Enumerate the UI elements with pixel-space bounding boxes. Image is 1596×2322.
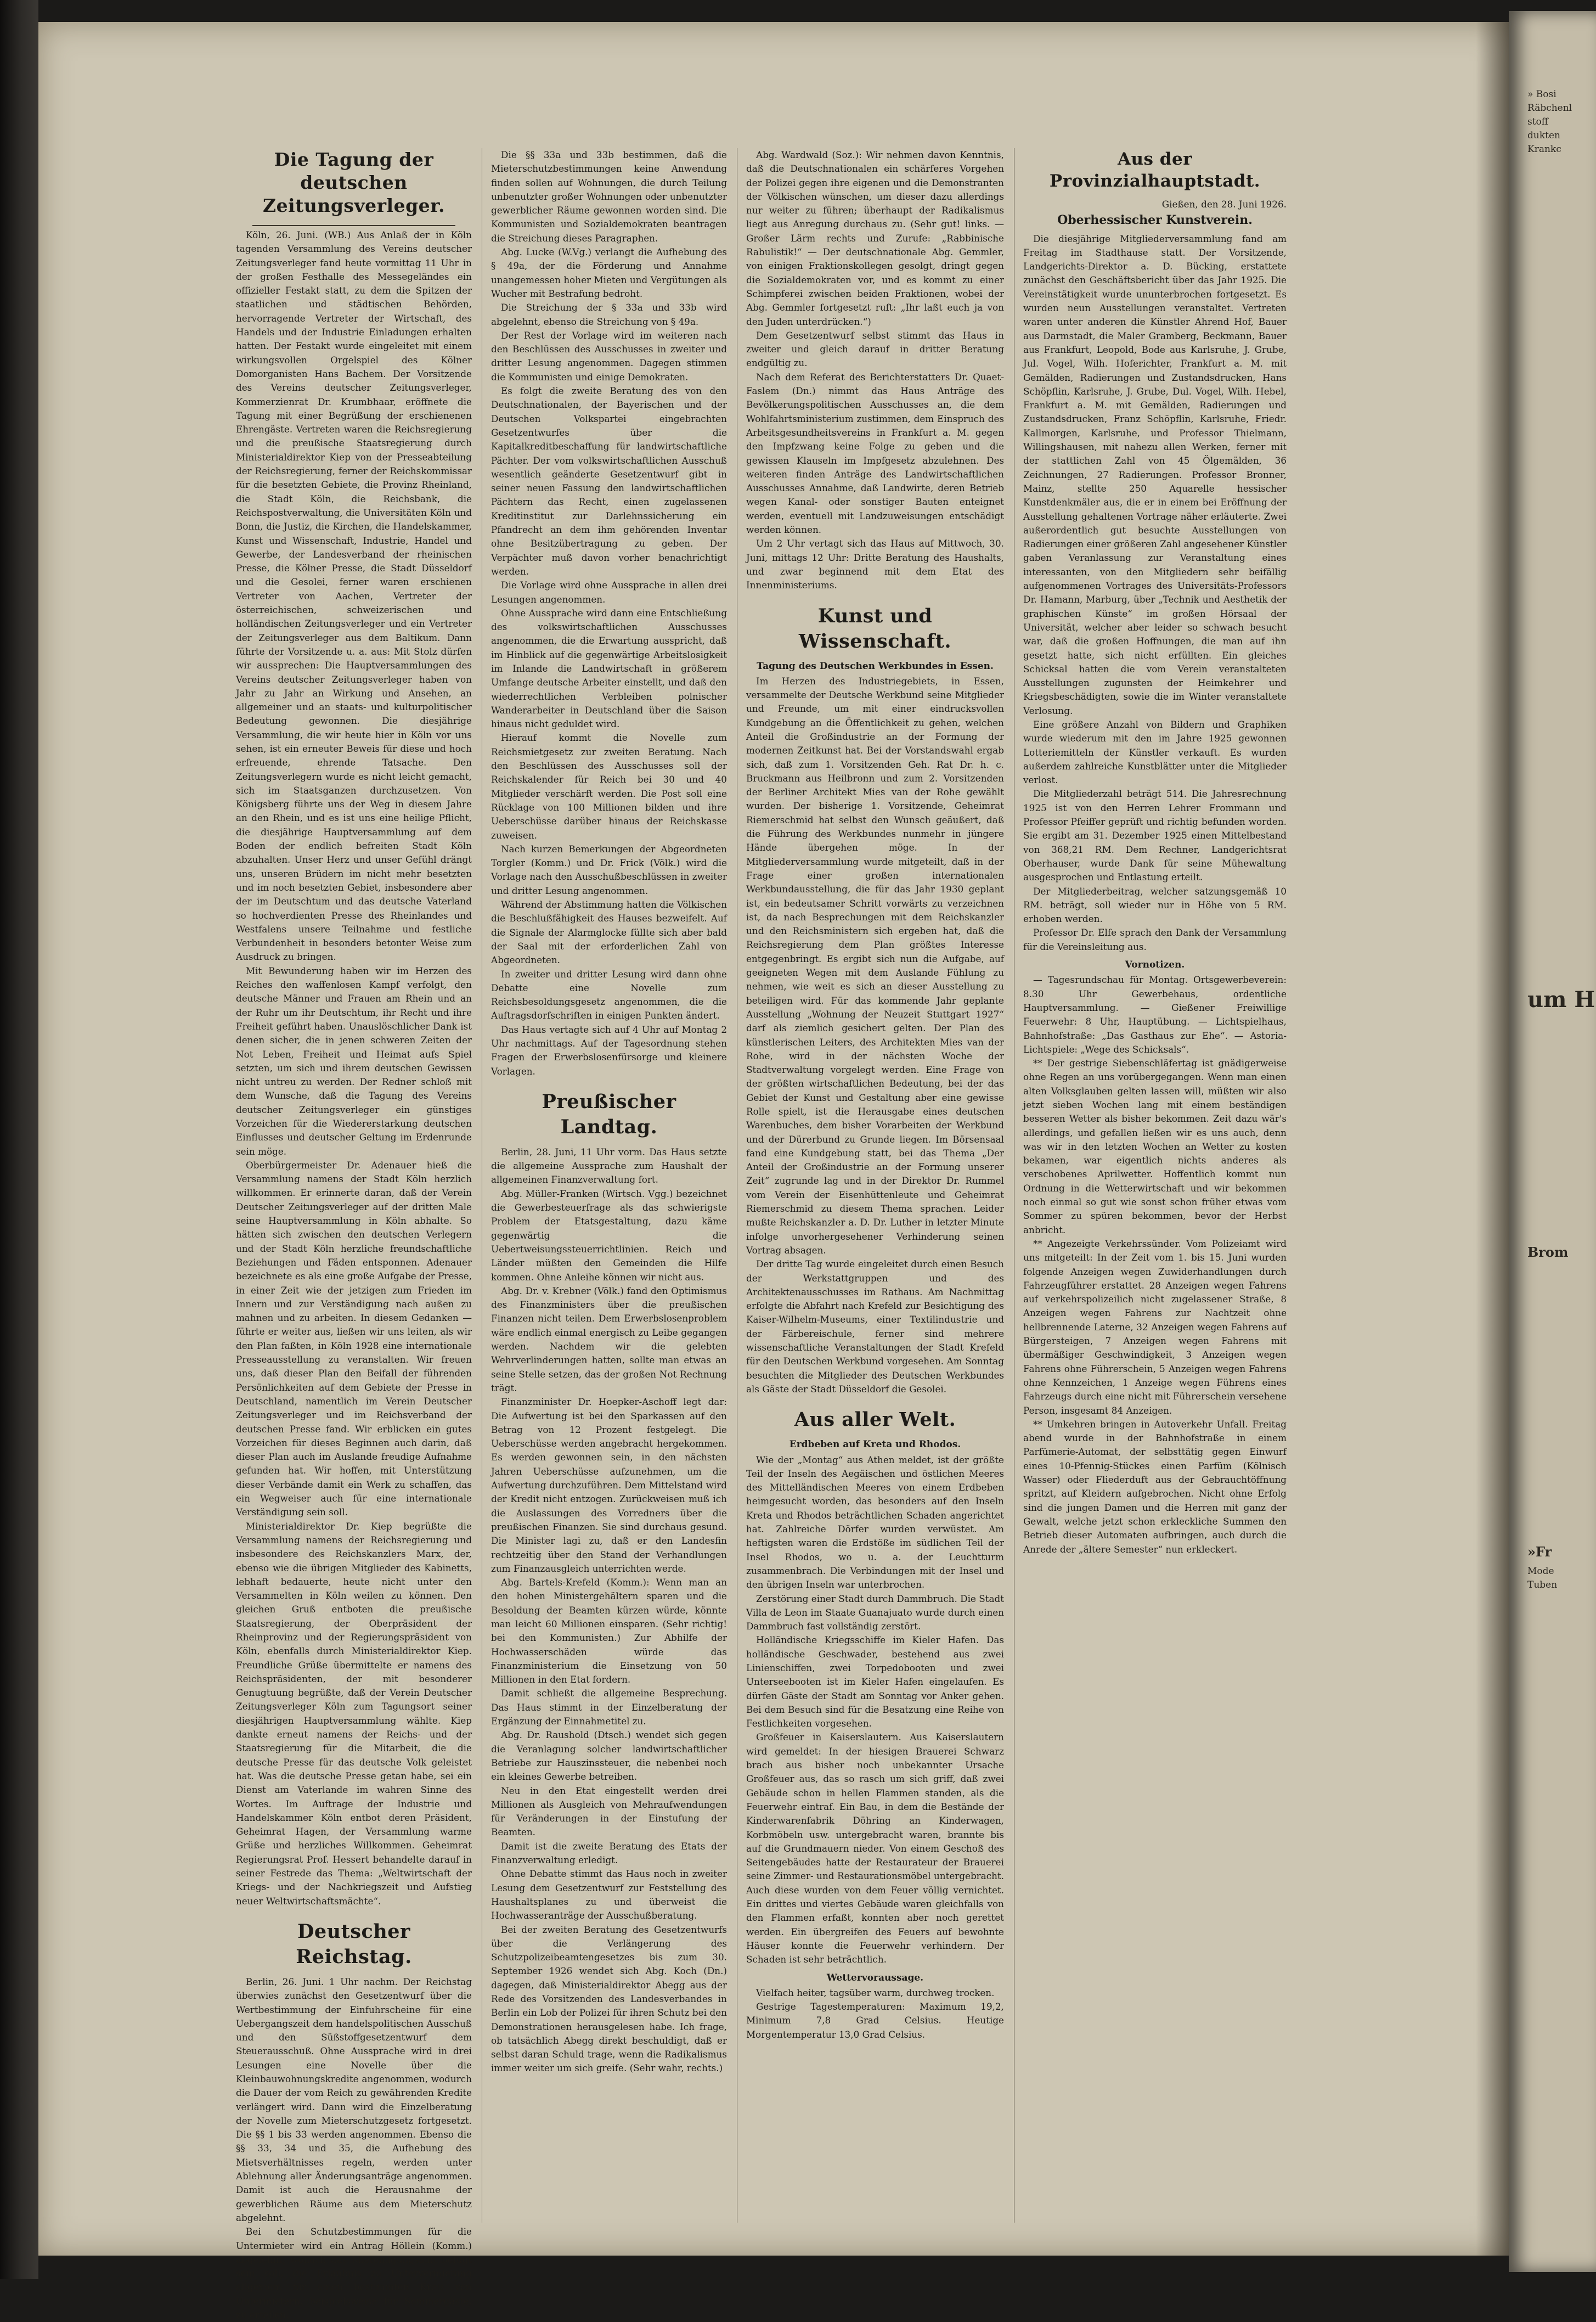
weather-text: Vielfach heiter, tagsüber warm, durchweg trocken. <box>756 1987 995 1998</box>
adjacent-page-fragment: Krankc <box>1527 144 1561 155</box>
vornotizen-paragraph: ** Der gestrige Siebenschläfertag ist gnädigerweise ohne Regen an uns vorübergegangen. Wenn man einen alten Volksglauben gelten lassen will, müßten wir also jetzt sieben Wochen lang mit einem beständigen besseren Wetter als bisher bekommen. Zeit dazu wär's allerdings, und gefallen ließen wir es uns auch, denn was wir in den letzten Wochen an Wetter zu kosten bekamen, war eigentlich nichts anderes als verschobenes Aprilwetter. Hoffentlich kommt nun Ordnung in die Wetterwirtschaft und wir bekommen noch einmal so gut wie sonst schon früher etwas vom Sommer zu spüren bekommen, bevor der Herbst anbricht. <box>1023 1058 1287 1235</box>
adjacent-page-fragment: Tuben <box>1527 1579 1558 1590</box>
vornotizen-paragraph: — Tagesrundschau für Montag. Ortsgewerbeverein: 8.30 Uhr Gewerbehaus, ordentliche Hauptversammlung. — Gießener Freiwillige Feuerwehr: 8 Uhr, Hauptübung. — Lichtspielhaus, Bahnhofstraße: „Das Gasthaus zur Ehe“. — Astoria-Lichtspiele: „Wege des Schicksals“. <box>1023 974 1287 1055</box>
tagung-paragraph: Köln, 26. Juni. (WB.) Aus Anlaß der in Köln tagenden Versammlung des Vereins deutscher Zeitungsverleger fand heute vormittag 11 Uhr in der großen Festhalle des Messegeländes ein offizieller Festakt statt, zu dem die Spitzen der staatlichen und städtischen Behörden, hervorragende Vertreter der Wirtschaft, des Handels und der Industrie Einladungen erhalten hatten. Der Festakt wurde eingeleitet mit einem wirkungsvollen Orgelspiel des Kölner Domorganisten Hans Bachem. Der Vorsitzende des Vereins deutscher Zeitungsverleger, Kommerzienrat Dr. Krumbhaar, eröffnete die Tagung mit einer Begrüßung der erschienenen Ehrengäste. Vertreten waren die Reichsregierung und die preußische Staatsregierung durch Ministerialdirektor Kiep von der Presseabteilung der Reichsregierung, ferner der Reichskommissar für die besetzten Gebiete, die Provinz Rheinland, die Stadt Köln, die Reichsbank, die Reichspostverwaltung, die Universitäten Köln und Bonn, die Justiz, die Kirchen, die Handelskammer, Kunst und Wissenschaft, Industrie, Handel und Gewerbe, der Landesverband der rheinischen Presse, die Kölner Presse, die Stadt Düsseldorf und die Gesolei, ferner waren erschienen Vertreter von Aachen, Vertreter der österreichischen, schweizerischen und holländischen Zeitungsverleger und ein Vertreter der Zeitungsverleger aus dem Baltikum. Dann führte der Vorsitzende u. a. aus: Mit Stolz dürfen wir aussprechen: Die Hauptversammlungen des Vereins deutscher Zeitungsverleger haben von Jahr zu Jahr an Wirkung und Ansehen, an allgemeiner und an staats- und kulturpolitischer Bedeutung gewonnen. Die diesjährige Versammlung, die wir heute hier in Köln vor uns sehen, ist ein erneuter Beweis für diese und hoch erfreuende, ehrende Tatsache. Den Zeitungsverlegern wurde es nicht leicht gemacht, sich im Staatsganzen durchzusetzen. Von Königsberg führte uns der Weg in diesem Jahre an den Rhein, und es ist uns eine heilige Pflicht, die diesjährige Hauptversammlung auf dem Boden der endlich befreiten Stadt Köln abzuhalten. Unser Herz und unser Gefühl drängt uns, unseren Brüdern im nicht mehr besetzten und im noch besetzten Gebiet, insbesondere aber der im Deutschtum und das deutsche Vaterland so hochverdienten Presse des Rheinlandes und Westfalens unsere Teilnahme und festliche Verbundenheit in besonders betonter Weise zum Ausdruck zu bringen. <box>236 229 472 963</box>
reichstag-paragraph: In zweiter und dritter Lesung wird dann ohne Debatte eine Novelle zum Reichsbesoldungsgesetz angenommen, die die Auftragsdorfschriften in einigen Punkten ändert. <box>491 968 727 1021</box>
weather-temps: Gestrige Tagestemperaturen: Maximum 19,2, Minimum 7,8 Grad Celsius. Heutige Morgentemperatur 13,0 Grad Celsius. <box>746 2001 1004 2040</box>
landtag-paragraph: Bei der zweiten Beratung des Gesetzentwurfs über die Verlängerung des Schutzpolizeibeamtengesetzes bis zum 30. September 1926 wendet sich Abg. Koch (Dn.) dagegen, daß Ministerialdirektor Abegg aus der Rede des Vorsitzenden des Landesverbandes in Berlin ein Lob der Polizei für ihren Schutz bei den Demonstrationen herausgelesen habe. Ich frage, ob tatsächlich Abegg direkt beschuldigt, daß er selbst daran Schuld trage, wenn die Radikalismus immer weiter um sich greife. (Sehr wahr, rechts.) <box>491 1924 727 2074</box>
kunst-headline: Kunst und Wissenschaft. <box>798 604 952 653</box>
landtag-paragraph: Abg. Dr. Raushold (Dtsch.) wendet sich gegen die Veranlagung solcher landwirtschaftlicher Betriebe zur Hauszinssteuer, die nebenbei noch ein kleines Gewerbe betreiben. <box>491 1729 727 1783</box>
adjacent-page-fragment: stoff <box>1527 116 1548 127</box>
column-grid <box>236 148 1470 2321</box>
adjacent-page-fragment: »Fr <box>1527 1544 1552 1560</box>
vornotizen-paragraph: ** Angezeigte Verkehrssünder. Vom Polizeiamt wird uns mitgeteilt: In der Zeit vom 1. bis 15. Juni wurden folgende Anzeigen wegen Zuwiderhandlungen durch Fahrzeugführer erstattet. 28 Anzeigen wegen Fahrens auf verkehrspolizeilich nicht zugelassener Straße, 8 Anzeigen wegen Fahrens zur Nachtzeit ohne hellbrennende Laterne, 32 Anzeigen wegen Fahrens auf Bürgersteigen, 7 Anzeigen wegen Fahrens mit übermäßiger Geschwindigkeit, 3 Anzeigen wegen Fahrens ohne Führerschein, 5 Anzeigen wegen Fahrens ohne Kennzeichen, 1 Anzeige wegen Führens eines Fahrzeugs durch eine nicht mit Führerschein versehene Person, insgesamt 84 Anzeigen. <box>1023 1238 1287 1416</box>
reichstag-paragraph: Bei den Schutzbestimmungen für die Untermieter wird ein Antrag Höllein (Komm.) abgelehnt, wonach das Mieteinigungsamt befugt sein soll, die Erlaubnis zu Untervermietung allgemein für einen bestimmten Kreis von Untermietern, beispielsweise für Sommergäste, zu erteilen. <box>236 2226 472 2321</box>
adjacent-page-fragment: Mode <box>1527 1566 1554 1577</box>
weather-title: Wettervoraussage. <box>826 1972 924 1983</box>
reichstag-paragraph: Die Vorlage wird ohne Aussprache in allen drei Lesungen angenommen. <box>491 580 727 605</box>
provinz-paragraph: Die diesjährige Mitgliederversammlung fand am Freitag im Stadthause statt. Der Vorsitzende, Landgerichts-Direktor a. D. Bücking, erstattete zunächst den Geschäftsbericht über das Jahr 1925. Die Vereinstätigkeit wurde ununterbrochen fortgesetzt. Es wurden neun Ausstellungen veranstaltet. Vertreten waren unter anderen die Künstler Ahrend Hof, Bauer aus Darmstadt, die Maler Gramberg, Beckmann, Bauer aus Frankfurt, Leopold, Bode aus Karlsruhe, J. Grube, Jul. Vogel, Wilh. Hoferichter, Frankfurt a. M. mit Gemälden, Radierungen und Zustandsdrucken, Hans Schöpflin, Karlsruhe, J. Grube, Dul. Vogel, Wilh. Hebel, Frankfurt a. M. mit Gemälden, Radierungen und Zustandsdrucken, Franz Schöpflin, Karlsruhe, Friedr. Kallmorgen, Karlsruhe, und Professor Thielmann, Willingshausen, mit nahezu allen Werken, ferner mit der stattlichen Zahl von 45 Ölgemälden, 36 Zeichnungen, 27 Radierungen. Professor Bronner, Mainz, stellte 250 Aquarelle hessischer Kunstdenkmäler aus, die er in einem bei Eröffnung der Ausstellung gehaltenen Vortrage näher erläuterte. Zwei außerordentlich gut besuchte Ausstellungen von Radierungen einer größeren Zahl angesehener Künstler gaben Veranlassung zur Veranstaltung eines interessanten, von den Mitgliedern sehr beifällig aufgenommenen Vortrages des Universitäts-Professors Dr. Hamann, Marburg, über „Technik und Aesthetik der graphischen Künste“ im großen Hörsaal der Universität, welcher aber leider so schwach besucht war, daß die großen Hoffnungen, die man auf ihn gesetzt hatte, sich nicht erfüllten. Ein gleiches Schicksal hatten die vom Verein veranstalteten Ausstellungen zugunsten der Heimkehrer und Kriegsbeschädigten, sowie die im Winter veranstaltete Verlosung. <box>1023 233 1287 716</box>
adjacent-page-fragment: um H <box>1527 987 1595 1013</box>
newspaper-page <box>38 22 1509 2321</box>
reichstag-paragraph: Berlin, 26. Juni. 1 Uhr nachm. Der Reichstag überwies zunächst den Gesetzentwurf über die Wertbestimmung der Einfuhrscheine für eine Uebergangszeit dem handelspolitischen Ausschuß und den Süßstoffgesetzentwurf dem Steuerausschuß. Ohne Aussprache wird in drei Lesungen eine Novelle über die Kleinbauwohnungskredite angenommen, wodurch die Dauer der vom Reich zu gewährenden Kredite verlängert wird. Dann wird die Einzelberatung der Novelle zum Mieterschutzgesetz fortgesetzt. Die §§ 1 bis 33 werden angenommen. Ebenso die §§ 33, 34 und 35, die Aufhebung des Mietsverhältnisses regeln, werden unter Ablehnung aller Änderungsanträge angenommen. Damit ist auch die Herausnahme der gewerblichen Räume aus dem Mieterschutz abgelehnt. <box>236 1976 472 2223</box>
tagung-headline: Die Tagung der deutschen Zeitungsverleger. <box>262 149 445 216</box>
landtag-paragraph: Abg. Bartels-Krefeld (Komm.): Wenn man an den hohen Ministergehältern sparen und die Besoldung der Beamten kürzen würde, könnte man leicht 60 Millionen einsparen. (Sehr richtig! bei den Kommunisten.) Zur Abhilfe der Hochwasserschäden würde das Finanzministerium die Einsetzung von 50 Millionen in den Etat fordern. <box>491 1577 727 1685</box>
kunst-paragraph: Der dritte Tag wurde eingeleitet durch einen Besuch der Werkstattgruppen und des Architektenausschusses im Rathaus. Am Nachmittag erfolgte die Abfahrt nach Krefeld zur Besichtigung des Kaiser-Wilhelm-Museums, einer Textilindustrie und der Färbereischule, ferner sind mehrere wissenschaftliche Veranstaltungen der Stadt Krefeld für den Deutschen Werkbund vorgesehen. Am Sonntag besuchten die Mitglieder des Deutschen Werkbundes als Gäste der Stadt Düsseldorf die Gesolei. <box>746 1258 1004 1395</box>
adjacent-page-edge <box>1509 11 1596 2272</box>
reichstag-paragraph: Während der Abstimmung hatten die Völkischen die Beschlußfähigkeit des Hauses bezweifelt. Auf die Signale der Alarmglocke füllte sich aber bald der Saal mit der erforderlichen Zahl von Abgeordneten. <box>491 899 727 966</box>
adjacent-page-fragment: Brom <box>1527 1244 1569 1260</box>
column-2 <box>491 148 727 2223</box>
provinz-paragraph: Der Mitgliederbeitrag, welcher satzungsgemäß 10 RM. beträgt, soll wieder nur in Höhe von 5 RM. erhoben werden. <box>1023 885 1287 925</box>
welt-paragraph: Zerstörung einer Stadt durch Dammbruch. Die Stadt Villa de Leon im Staate Guanajuato wurde durch einen Dammbruch fast vollständig zerstört. <box>746 1593 1004 1632</box>
landtag-paragraph: Finanzminister Dr. Hoepker-Aschoff legt dar: Die Aufwertung ist bei den Sparkassen auf den Betrag von 12 Prozent festgelegt. Die Ueberschüsse werden angebracht hergekommen. Es werden gewonnen sein, in den nächsten Jahren Ueberschüsse aufzunehmen, um die Aufwertung durchzuführen. Dem Mittelstand wird der Kredit nicht entzogen. Zurückweisen muß ich die Auslassungen des Vorredners über die preußischen Finanzen. Sie sind durchaus gesund. Die Minister lagi zu, daß er den Landesfin rechtzeitig über den Stand der Verhandlungen zum Finanzausgleich unterrichten werde. <box>491 1396 727 1574</box>
provinz-subhead: Oberhessischer Kunstverein. <box>1057 213 1253 228</box>
landtag-paragraph: Dem Gesetzentwurf selbst stimmt das Haus in zweiter und gleich darauf in dritter Beratung endgültig zu. <box>746 329 1004 369</box>
provinz-paragraph: Professor Dr. Elfe sprach den Dank der Versammlung für die Vereinsleitung aus. <box>1023 927 1287 952</box>
landtag-paragraph: Abg. Dr. v. Krebner (Völk.) fand den Optimismus des Finanzministers über die preußischen Finanzen nicht teilen. Dem Erwerbslosenproblem wäre endlich einmal energisch zu Leibe gegangen werden. Nachdem wir die gelebten Wehrverlinderungen hatten, sollte man etwas an seine Stelle setzen, das der großen Not Rechnung trägt. <box>491 1285 727 1393</box>
vornotizen-title: Vornotizen. <box>1125 959 1185 971</box>
tagung-paragraph: Ministerialdirektor Dr. Kiep begrüßte die Versammlung namens der Reichsregierung und insbesondere des Reichskanzlers Marx, der, ebenso wie die übrigen Mitglieder des Kabinetts, lebhaft bedauerte, heute nicht unter den Versammelten in Köln weilen zu können. Den gleichen Gruß entboten die preußische Staatsregierung, der Oberpräsident der Rheinprovinz und der Regierungspräsident von Köln, ebenfalls durch Ministerialdirektor Kiep. Freundliche Grüße übermittelte er namens des Reichspräsidenten, der mit besonderer Genugtuung begrüßte, daß der Verein Deutscher Zeitungsverleger Köln zum Tagungsort seiner diesjährigen Hauptversammlung wählte. Kiep dankte erneut namens der Reichs- und der Staatsregierung für die Mitarbeit, die die deutsche Presse für das deutsche Volk geleistet hat. Was die deutsche Presse getan habe, sei ein Dienst am Vaterlande im wahren Sinne des Wortes. Im Auftrage der Industrie und Handelskammer Köln entbot deren Präsident, Geheimrat Hagen, der Versammlung warme Grüße und herzliches Willkommen. Geheimrat Regierungsrat Prof. Hessert behandelte darauf in seiner Festrede das Thema: „Weltwirtschaft der Kriegs- und der Nachkriegszeit und Aufstieg neuer Weltwirtschaftsmächte“. <box>236 1520 472 1907</box>
book-binding <box>0 0 38 2279</box>
landtag-paragraph: Ohne Debatte stimmt das Haus noch in zweiter Lesung dem Gesetzentwurf zur Feststellung des Haushaltsplanes zu und überweist die Hochwasseranträge der Ausschußberatung. <box>491 1868 727 1921</box>
landtag-paragraph: Damit ist die zweite Beratung des Etats der Finanzverwaltung erledigt. <box>491 1840 727 1866</box>
welt-paragraph: Großfeuer in Kaiserslautern. Aus Kaiserslautern wird gemeldet: In der hiesigen Brauerei Schwarz brach aus bisher noch unbekannter Ursache Großfeuer aus, das so rasch um sich griff, daß zwei Gebäude schon in hellen Flammen standen, als die Feuerwehr eintraf. Ein Bau, in dem die Bestände der Kinderwarenfabrik Döhring an Kinderwagen, Korbmöbeln usw. untergebracht waren, brannte bis auf die Grundmauern nieder. Von einem Geschoß des Seitengebäudes hatte der Restaurateur der Brauerei seine Zimmer- und Restaurationsmöbel untergebracht. Auch diese wurden von dem Feuer völlig vernichtet. Ein drittes und viertes Gebäude waren gleichfalls von den Flammen erfaßt, konnten aber noch gerettet werden. Ein übergreifen des Feuers auf bewohnte Häuser konnte die Feuerwehr verhindern. Der Schaden ist sehr beträchtlich. <box>746 1731 1004 1965</box>
landtag-paragraph: Neu in den Etat eingestellt werden drei Millionen als Ausgleich von Mehraufwendungen für Veränderungen in der Einstufung der Beamten. <box>491 1785 727 1838</box>
reichstag-paragraph: Abg. Lucke (W.Vg.) verlangt die Aufhebung des § 49a, der die Förderung und Annahme unangemessen hoher Mieten und Vergütungen als Wucher mit Bestrafung bedroht. <box>491 246 727 299</box>
vornotizen-paragraph: ** Umkehren bringen in Autoverkehr Unfall. Freitag abend wurde in der Bahnhofstraße in einem Parfümerie-Automat, der selbsttätig gegen Einwurf eines 10-Pfennig-Stückes einen Parfüm (Kölnisch Wasser) oder Fliederduft aus der Gebrauchtöffnung spritzt, auf Kleidern aufgebrochen. Nicht ohne Erfolg sind die jungen Damen und die Herren mit ganz der Gewalt, welche jetzt schon erkleckliche Summen den Betrieb dieser Automaten aufbringen, auch durch die Anrede der „ältere Semester“ nun erkleckert. <box>1023 1418 1287 1555</box>
reichstag-paragraph: Das Haus vertagte sich auf 4 Uhr auf Montag 2 Uhr nachmittags. Auf der Tagesordnung stehen Fragen der Erwerbslosenfürsorge und kleinere Vorlagen. <box>491 1024 727 1077</box>
kunst-paragraph: Im Herzen des Industriegebiets, in Essen, versammelte der Deutsche Werkbund seine Mitglieder und Freunde, um mit einer eindrucksvollen Kundgebung an die Öffentlichkeit zu gehen, welchen Anteil die Großindustrie an der Formung der modernen Zeitkunst hat. Bei der Vorstandswahl ergab sich, daß zum 1. Vorsitzenden Geh. Rat Dr. h. c. Bruckmann aus Heilbronn und zum 2. Vorsitzenden der Berliner Architekt Mies van der Rohe gewählt wurden. Der bisherige 1. Vorsitzende, Geheimrat Riemerschmid hat selbst den Wunsch geäußert, daß die Führung des Werkbundes nunmehr in jüngere Hände übergehen möge. In der Mitgliederversammlung wurde mitgeteilt, daß in der Frage einer großen internationalen Werkbundausstellung, die für das Jahr 1930 geplant ist, ein bedeutsamer Schritt vorwärts zu verzeichnen ist, da nach Besprechungen mit dem Reichskanzler und den Reichsministern sich ergeben hat, daß die Reichsregierung dem Plan größtes Interesse entgegenbringt. Es ergibt sich nun die Aufgabe, auf geeigneten Wegen mit dem Auslande Fühlung zu nehmen, wie weit es sich an dieser Ausstellung zu beteiligen wird. Für das kommende Jahr geplante Ausstellung „Wohnung der Neuzeit Stuttgart 1927“ darf als ziemlich gesichert gelten. Der Plan des künstlerischen Leiters, des Architekten Mies van der Rohe, wird in der nächsten Woche der Stadtverwaltung vorgelegt werden. Eine Frage von der größten wirtschaftlichen Bedeutung, bei der das Gebiet der Kunst und Gestaltung aber eine gewisse Rolle spielt, ist die Herausgabe eines deutschen Warenbuches, dem bisher Vorarbeiten der Werkbund und der Dürerbund zu Grunde liegen. Im Börsensaal fand eine Kundgebung statt, bei das Thema „Der Anteil der Großindustrie an der Formung unserer Zeit“ zugrunde lag und in der Direktor Dr. Rummel vom Verein der Eisenhüttenleute und Geheimrat Riemerschmid zu diesem Thema sprachen. Leider mußte Reichskanzler a. D. Dr. Luther in letzter Minute infolge unvorhergesehener Verhinderung seinen Vortrag absagen. <box>746 675 1004 1256</box>
welt-paragraph: Holländische Kriegsschiffe im Kieler Hafen. Das holländische Geschwader, bestehend aus zwei Linienschiffen, zwei Torpedobooten und zwei Unterseebooten ist im Kieler Hafen eingelaufen. Es dürfen Gäste der Stadt am Sonntag vor Anker gehen. Bei dem Besuch sind für die Besatzung eine Reihe von Festlichkeiten vorgesehen. <box>746 1634 1004 1729</box>
adjacent-page-fragment: Räbchenl <box>1527 103 1572 114</box>
landtag-paragraph: Abg. Müller-Franken (Wirtsch. Vgg.) bezeichnet die Gewerbesteuerfrage als das schwierigste Problem der Etatsgestaltung, dazu käme gegenwärtig die Uebertweisungssteuerrichtlinien. Reich und Länder müßten den Gemeinden die Hilfe kommen. Ohne Anleihe können wir nicht aus. <box>491 1188 727 1283</box>
provinz-headline: Aus der Provinzialhauptstadt. <box>1049 149 1261 191</box>
page-gutter-shadow <box>1476 22 1509 2256</box>
landtag-paragraph: Nach dem Referat des Berichterstatters Dr. Quaet-Faslem (Dn.) nimmt das Haus Anträge des Bevölkerungspolitischen Ausschusses an, die dem Wohlfahrtsministerium zustimmen, dem Einspruch des Arbeitsgesundheitsvereins in Frankfurt a. M. gegen den Impfzwang keine Folge zu geben und die gewissen Klauseln im Impfgesetz abzulehnen. Des weiteren finden Anträge des Landwirtschaftlichen Ausschusses Annahme, daß Landwirte, deren Betrieb wegen Kanal- oder sonstiger Bauten enteignet werden, eventuell mit Landzuweisungen entschädigt werden können. <box>746 371 1004 536</box>
column-1 <box>236 148 472 2321</box>
reichstag-paragraph: Der Rest der Vorlage wird im weiteren nach den Beschlüssen des Ausschusses in zweiter und dritter Lesung angenommen. Dagegen stimmen die Kommunisten und einige Demokraten. <box>491 329 727 383</box>
reichstag-paragraph: Ohne Aussprache wird dann eine Entschließung des volkswirtschaftlichen Ausschusses angenommen, die die Erwartung ausspricht, daß im Hinblick auf die gegenwärtige Arbeitslosigkeit im Inlande die Landwirtschaft in größerem Umfange deutsche Arbeiter einstellt, und daß den wiederrechtlichen Verbleiben polnischer Wanderarbeiter in Deutschland über die Saison hinaus nicht geduldet wird. <box>491 607 727 730</box>
welt-subhead: Erdbeben auf Kreta und Rhodos. <box>789 1439 961 1450</box>
provinz-paragraph: Eine größere Anzahl von Bildern und Graphiken wurde wiederum mit den im Jahre 1925 gewonnen Lotteriemitteln der Künstler verkauft. Es wurden außerdem zahlreiche Kunstblätter unter die Mitglieder verlost. <box>1023 718 1287 786</box>
landtag-paragraph: Berlin, 28. Juni, 11 Uhr vorm. Das Haus setzte die allgemeine Aussprache zum Haushalt der allgemeinen Finanzverwaltung fort. <box>491 1146 727 1185</box>
reichstag-paragraph: Hierauf kommt die Novelle zum Reichsmietgesetz zur zweiten Beratung. Nach den Beschlüssen des Ausschusses soll der Reichskalender für Reich bei 30 und 40 Mitglieder verschärft werden. Die Post soll eine Rücklage von 100 Millionen bilden und ihre Ueberschüsse darüber hinaus der Reichskasse zuweisen. <box>491 732 727 841</box>
column-4 <box>1023 148 1287 2223</box>
landtag-paragraph: Um 2 Uhr vertagt sich das Haus auf Mittwoch, 30. Juni, mittags 12 Uhr: Dritte Beratung des Haushalts, und zwar beginnend mit dem Etat des Innenministeriums. <box>746 538 1004 591</box>
reichstag-paragraph: Nach kurzen Bemerkungen der Abgeordneten Torgler (Komm.) und Dr. Frick (Völk.) wird die Vorlage nach den Ausschußbeschlüssen in zweiter und dritter Lesung angenommen. <box>491 843 727 896</box>
reichstag-paragraph: Die §§ 33a und 33b bestimmen, daß die Mieterschutzbestimmungen keine Anwendung finden sollen auf Wohnungen, die durch Teilung unbenutzter großer Wohnungen oder unbenutzter gewerblicher Räume gewonnen worden sind. Die Kommunisten und Sozialdemokraten beantragen die Streichung dieses Paragraphen. <box>491 149 727 244</box>
tagung-paragraph: Mit Bewunderung haben wir im Herzen des Reiches den waffenlosen Kampf verfolgt, den deutsche Männer und Frauen am Rhein und an der Ruhr um ihr Deutschtum, ihr Recht und ihre Freiheit geführt haben. Unauslöschlicher Dank ist denen sicher, die in jenen schweren Zeiten der Not Leben, Freiheit und Heimat aufs Spiel setzten, um sich und ihrem deutschen Gewissen nicht untreu zu werden. Der Redner schloß mit dem Wunsche, daß die Tagung des Vereins deutscher Zeitungsverleger ein günstiges Vorzeichen für die Wiedererstarkung deutschen Einflusses und deutscher Geltung im Erdenrunde sein möge. <box>236 965 472 1157</box>
adjacent-page-fragment: » Bosi <box>1527 89 1556 100</box>
landtag-paragraph: Abg. Wardwald (Soz.): Wir nehmen davon Kenntnis, daß die Deutschnationalen ein schärferes Vorgehen der Polizei gegen ihre eigenen und die Demonstranten der Völkischen wünschen, um dieser dazu allerdings nur weiter zu führen; überhaupt der Radikalismus liegt aus Anregung durchaus zu. (Sehr gut! links. — Großer Lärm rechts und Zurufe: „Rabbinische Rabulistik!“ — Der deutschnationale Abg. Gemmler, von einigen Fraktionskollegen gesolgt, dringt gegen die Sozialdemokraten vor, und es kommt zu einer Schimpferei zwischen beiden Fraktionen, wobei der Abg. Gemmler fortgesetzt ruft: „Ihr laßt euch ja von den Juden unterdrücken.“) <box>746 149 1004 327</box>
landtag-headline: Preußischer Landtag. <box>542 1090 676 1138</box>
reichstag-paragraph: Es folgt die zweite Beratung des von den Deutschnationalen, der Bayerischen und der Deutschen Volkspartei eingebrachten Gesetzentwurfes über die Kapitalkreditbeschaffung für landwirtschaftliche Pächter. Der vom volkswirtschaftlichen Ausschuß wesentlich geänderte Gesetzentwurf gibt in seiner neuen Fassung den landwirtschaftlichen Pächtern das Recht, einen zugelassenen Kreditinstitut zur Darlehnssicherung ein Pfandrecht an dem ihm gehörenden Inventar ohne Besitzübertragung zu geben. Der Verpächter muß davon vorher benachrichtigt werden. <box>491 385 727 577</box>
reichstag-headline: Deutscher Reichstag. <box>296 1920 412 1968</box>
welt-headline: Aus aller Welt. <box>794 1408 956 1431</box>
adjacent-page-fragment: dukten <box>1527 130 1560 141</box>
tagung-paragraph: Oberbürgermeister Dr. Adenauer hieß die Versammlung namens der Stadt Köln herzlich willkommen. Er erinnerte daran, daß der Verein Deutscher Zeitungsverleger auf der dritten Male seine Hauptversammlung in Köln abhalte. So hätten sich zwischen den deutschen Verlegern und der Stadt Köln herzliche freundschaftliche Beziehungen und Fäden entsponnen. Adenauer bezeichnete es als eine große Aufgabe der Presse, in einer Zeit wie der jetzigen zum Frieden im Innern und zur Verständigung nach außen zu mahnen und zu arbeiten. In diesem Gedanken — führte er weiter aus, ließen wir uns leiten, als wir den Plan faßten, in Köln 1928 eine internationale Presseausstellung zu veranstalten. Wir freuen uns, daß dieser Plan den Beifall der führenden Persönlichkeiten auf dem Gebiete der Presse in Deutschland, namentlich im Verein Deutscher Zeitungsverleger und im Reichsverband der deutschen Presse fand. Wir erblicken ein gutes Vorzeichen für dieses Beginnen auch darin, daß dieser Plan auch im Auslande freudige Aufnahme gefunden hat. Wir hoffen, mit Unterstützung dieser Verbände damit ein Werk zu schaffen, das ein Wegweiser auch für eine internationale Verständigung sein soll. <box>236 1159 472 1518</box>
provinz-paragraph: Die Mitgliederzahl beträgt 514. Die Jahresrechnung 1925 ist von den Herren Lehrer Frommann und Professor Pfeiffer geprüft und richtig befunden worden. Sie ergibt am 31. Dezember 1925 einen Mittelbestand von 368,21 RM. Dem Rechner, Landgerichtsrat Oberhauser, wurde Dank für seine Mühewaltung ausgesprochen und Entlastung erteilt. <box>1023 788 1287 883</box>
provinz-dateline: Gießen, den 28. Juni 1926. <box>1161 199 1287 210</box>
kunst-subhead: Tagung des Deutschen Werkbundes in Essen. <box>757 660 994 672</box>
headline-rule <box>252 225 455 226</box>
reichstag-paragraph: Die Streichung der § 33a und 33b wird abgelehnt, ebenso die Streichung von § 49a. <box>491 302 727 327</box>
welt-paragraph: Wie der „Montag“ aus Athen meldet, ist der größte Teil der Inseln des Aegäischen und östlichen Meeres des Mittelländischen Meeres von einem Erdbeben heimgesucht worden, das besonders auf den Inseln Kreta und Rhodos beträchtlichen Schaden angerichtet hat. Zahlreiche Dörfer wurden verwüstet. Am heftigsten waren die Erdstöße im südlichen Teil der Insel Rhodos, wo u. a. der Leuchtturm zusammenbrach. Die Verbindungen mit der Insel und den übrigen Inseln war unterbrochen. <box>746 1454 1004 1590</box>
landtag-paragraph: Damit schließt die allgemeine Besprechung. Das Haus stimmt in der Einzelberatung der Ergänzung der Einnahmetitel zu. <box>491 1688 727 1727</box>
column-3 <box>746 148 1004 2223</box>
